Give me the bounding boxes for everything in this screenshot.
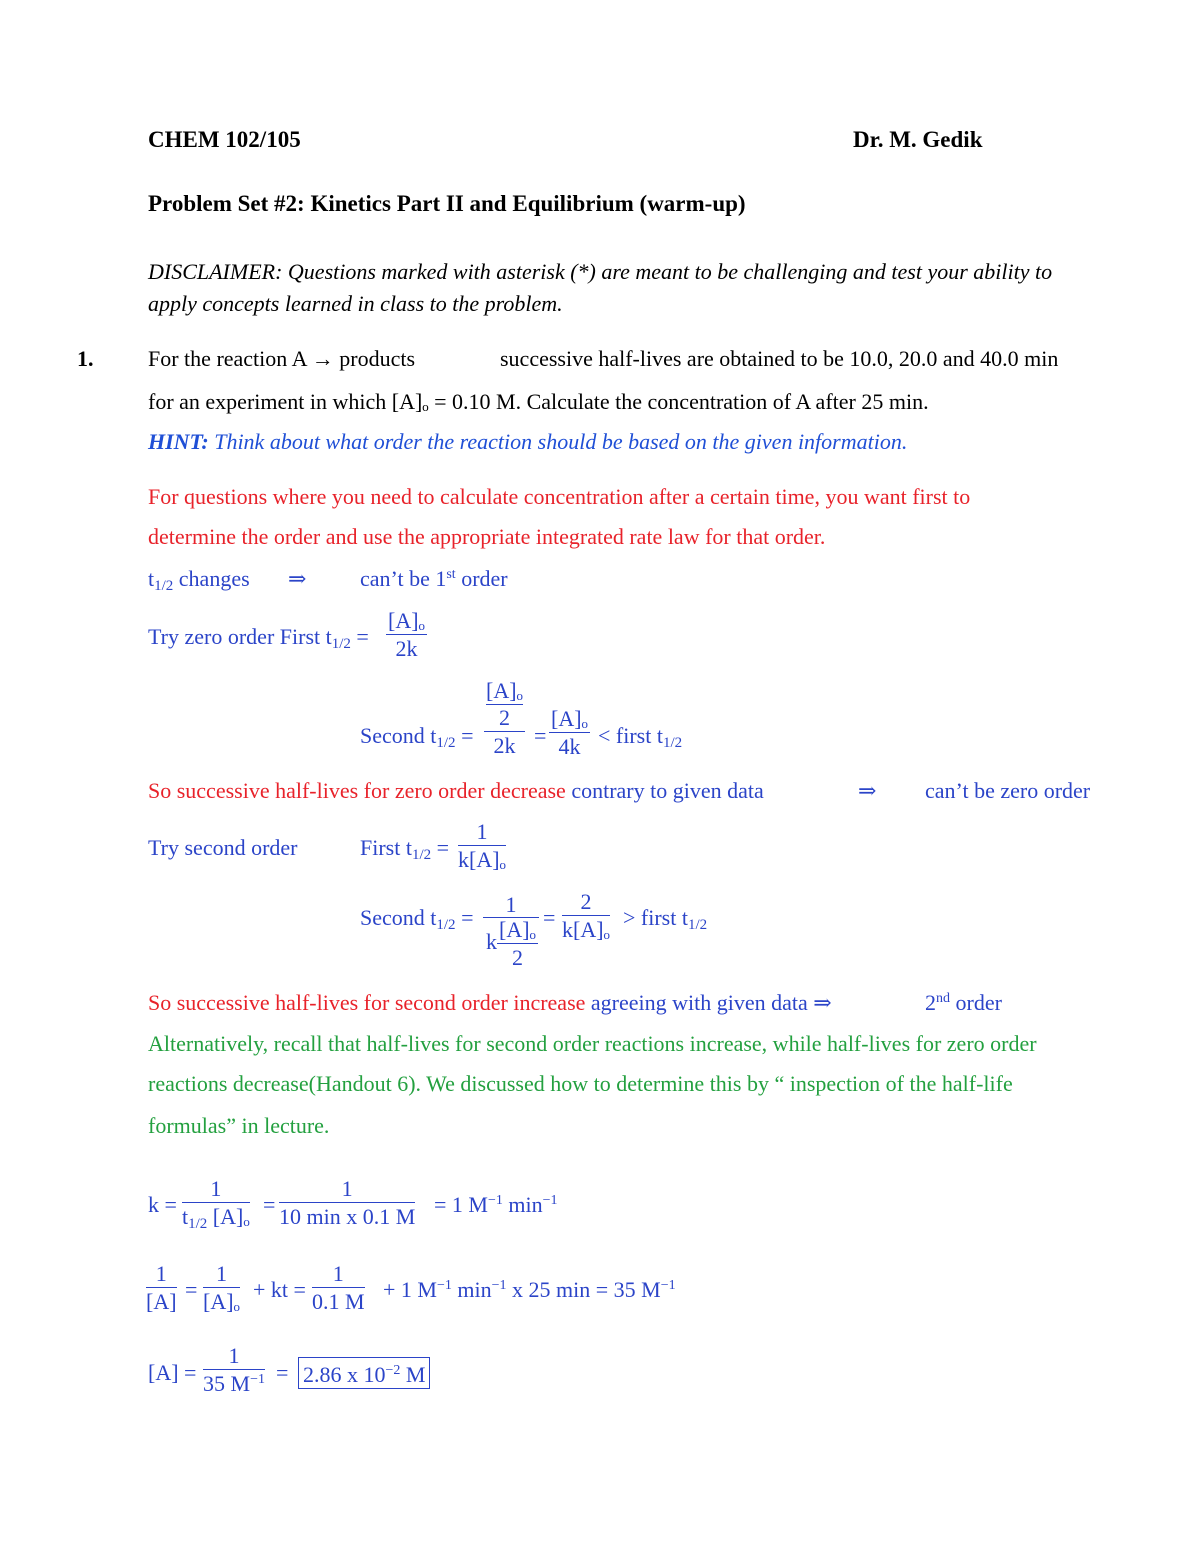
zero-eq-sign: = [534,723,547,748]
cant-be-first-order: can’t be 1st order [360,566,508,591]
question-line-1: successive half-lives are obtained to be 10.0, 20.0 and 40.0 min [500,346,1059,371]
final-fraction: $\frac{1}{35 M^{-1}}$ [203,1343,265,1396]
second-first-half-life-fraction: $\frac{1}{\text{k[A]ₒ}}$ [458,819,506,872]
k-fraction-1: $\frac{1}{t_{1/2} [A]_o}$ [182,1176,250,1232]
second-eq-sign: = [543,905,556,930]
disclaimer-line-1: DISCLAIMER: Questions marked with asterisk (*) are meant to be challenging and test your ability to [148,259,1053,284]
rate-law-eq-sign: = [185,1277,198,1302]
try-zero-order: Try zero order First $t_{1/2}$ = [148,624,369,652]
k-eq-sign: = [263,1192,276,1217]
alternative-line-3: formulas” in lecture. [148,1113,330,1138]
second-second-half-life-label: Second $t_{1/2}$ = [360,905,474,933]
second-order-result: 2nd order [925,990,1002,1015]
second-nested-inner-fraction: $\frac{\text{[A]ₒ}}{2}$ [499,917,536,970]
zero-first-half-life-fraction: $\frac{\text{[A]ₒ}}{2k}$ [388,608,425,661]
zero-order-conclusion: So successive half-lives for zero order decrease contrary to given data [148,778,764,803]
zero-second-result-fraction: $\frac{\text{[A]ₒ}}{4k}$ [551,706,588,759]
instructor-name: Dr. M. Gedik [853,127,983,152]
k-eq-lhs: k = [148,1192,177,1217]
second-gt-first: > first $t_{1/2}$ [623,905,708,933]
hint-text: Think about what order the reaction should be based on the given information. [214,429,908,454]
question-reaction: For the reaction A → products [148,346,416,371]
cant-be-zero-order: can’t be zero order [925,778,1091,803]
hint [148,429,907,455]
implies-arrow: ⇒ [288,566,307,591]
zero-lt-first: < first $t_{1/2}$ [598,723,683,751]
rate-law-tail: + 1 $M^{-1}$ $\min^{-1} x$ 25 min = 35 $M^{-1}$ [383,1277,676,1302]
try-second-order: Try second order [148,835,298,860]
second-first-half-life-label: First $t_{1/2}$ = [360,835,450,863]
final-answer-box: 2.86 x $10^{-2}$ M [298,1357,430,1389]
inv-A0-fraction: $\frac{1}{\text{[A]ₒ}}$ [203,1261,240,1314]
question-number: 1. [77,346,94,371]
final-eq-sign: = [276,1360,289,1385]
alternative-line-1: Alternatively, recall that half-lives for second order reactions increase, while half-lives for zero order [148,1031,1037,1056]
zero-second-half-life-nested-fraction: [A]ₒ 2 2k [486,678,523,758]
implies-arrow-2: ⇒ [858,778,877,803]
final-A-lhs: [A] = [148,1360,197,1385]
second-nested-k: k [486,929,497,954]
page-title: Problem Set #2: Kinetics Part II and Equilibrium (warm-up) [148,191,746,216]
second-nested-one: 1 [505,892,517,917]
disclaimer-line-2: apply concepts learned in class to the problem. [148,291,563,316]
inv-A-fraction: $\frac{1}{[A]}$ [146,1261,177,1314]
course-code: CHEM 102/105 [148,127,301,152]
solution-intro-line-2: determine the order and use the appropriate integrated rate law for that order. [148,524,826,549]
k-result: = 1 $M^{-1}$ $\min^{-1}$ [434,1192,558,1217]
hint-label: HINT: [148,429,209,454]
alternative-line-2: reactions decrease(Handout 6). We discussed how to determine this by “ inspection of the half-life [148,1071,1013,1096]
question-line-2: for an experiment in which [A]ₒ = 0.10 M. Calculate the concentration of A after 25 min. [148,389,929,414]
inv-point1-fraction: $\frac{1}{0.1 M}$ [312,1261,365,1314]
k-fraction-2: 1 10 min x 0.1 M [279,1176,416,1229]
second-second-result-fraction: $\frac{2}{\text{k[A]ₒ}}$ [562,889,610,942]
plus-kt: + kt = [253,1277,306,1302]
zero-second-half-life-label: Second $t_{1/2}$ = [360,723,474,751]
solution-intro-line-1: For questions where you need to calculate concentration after a certain time, you want first to [148,484,971,509]
t-half-changes: $t_{1/2}$ changes [148,566,250,594]
second-order-conclusion: So successive half-lives for second order increase agreeing with given data ⇒ [148,990,832,1015]
